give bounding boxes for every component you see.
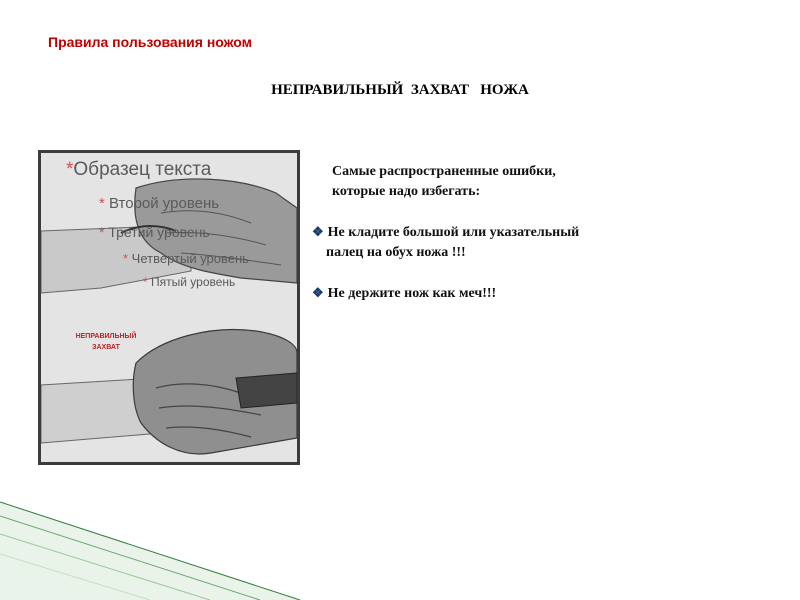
placeholder-level5: * Пятый уровень <box>143 275 236 289</box>
page-heading: НЕПРАВИЛЬНЫЙ ЗАХВАТ НОЖА <box>271 82 529 98</box>
section-title: Правила пользования ножом <box>48 34 252 50</box>
intro-line-2: которые надо избегать: <box>332 184 481 199</box>
placeholder-level3: * Третий уровень <box>99 224 210 240</box>
rules-text <box>312 162 722 324</box>
intro-paragraph <box>312 162 722 202</box>
intro-line-1: Самые распространенные ошибки, <box>332 164 556 179</box>
incorrect-grip-illustration <box>38 150 300 465</box>
placeholder-level1: *Образец текста <box>66 159 212 180</box>
diamond-bullet-icon: ❖ <box>312 285 324 300</box>
placeholder-level2: * Второй уровень <box>99 195 220 212</box>
figure-caption: НЕПРАВИЛЬНЫЙ ЗАХВАТ <box>75 333 137 351</box>
rule-item: ❖ Не держите нож как меч!!! <box>312 285 497 301</box>
rule-item: ❖ Не кладите большой или указательный палец на обух ножа !!! <box>312 224 580 260</box>
placeholder-level4: * Четвертый уровень <box>123 251 249 266</box>
corner-decoration <box>0 488 800 600</box>
diamond-bullet-icon: ❖ <box>312 224 324 239</box>
